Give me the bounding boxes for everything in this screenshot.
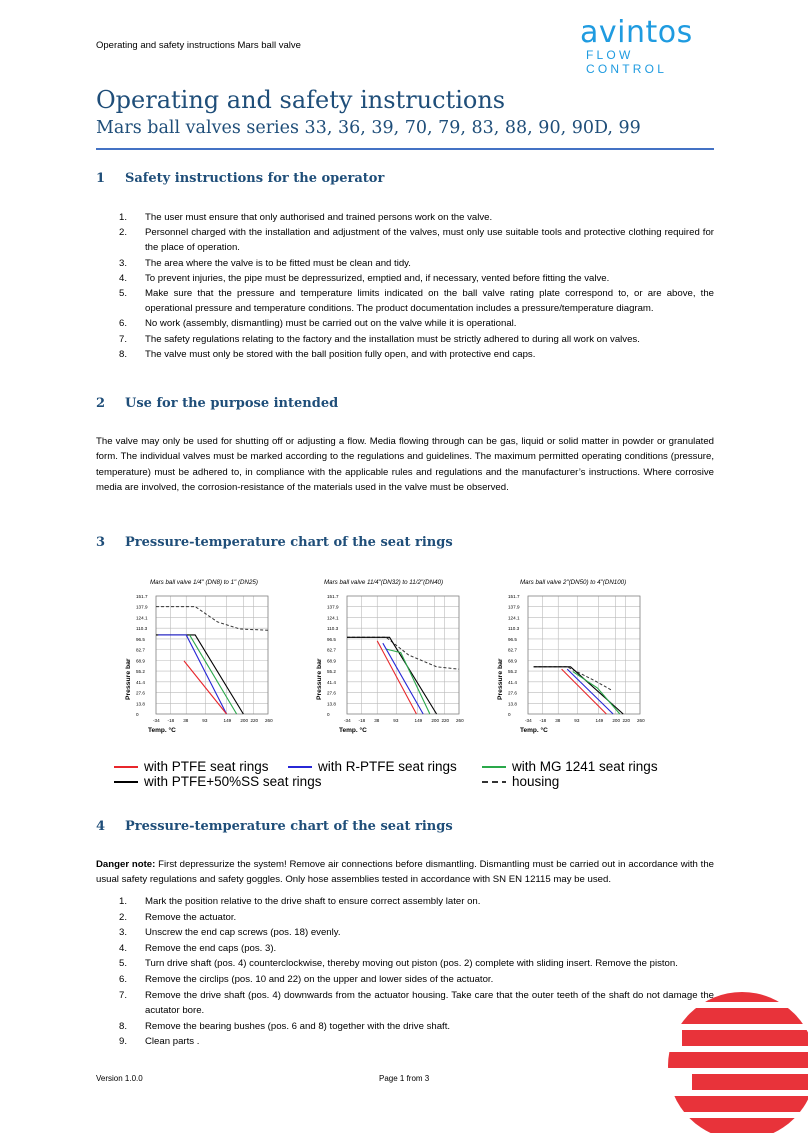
y-tick-label: 151.7: [136, 594, 148, 599]
x-tick-label: 260: [265, 718, 273, 723]
pressure-temperature-charts: [110, 576, 686, 798]
red-circle-stripes-logo: [662, 986, 808, 1133]
logo-sub: FLOW CONTROL: [586, 48, 668, 76]
danger-text: First depressurize the system! Remove air connections before dismantling. Dismantling must be carried out in accordance with the usual safety regulations and safety goggles. Only hose assemblies tested in accordance with SN EN 12115 may be used.: [96, 859, 715, 886]
section-heading-4: [96, 819, 453, 834]
list-item: 7. The safety regulations relating to the factory and the installation must be strictly adhered to during all work on valves.: [119, 333, 640, 345]
y-tick-label: 82.7: [327, 647, 336, 653]
section-number: 4: [96, 819, 106, 834]
y-tick-label: 110.3: [136, 626, 148, 632]
list-item: 6. No work (assembly, dismantling) must be carried out on the valve while it is operational.: [119, 318, 517, 330]
legend-label-housing: housing: [512, 774, 560, 789]
y-tick-label: 110.3: [508, 626, 520, 632]
x-tick-label: 149: [414, 718, 423, 723]
x-axis-label: Temp. °C: [339, 727, 367, 734]
dismantle-list: [96, 894, 714, 1050]
x-axis-label: Temp. °C: [520, 727, 548, 734]
y-tick-label: 151.7: [327, 594, 339, 599]
section-title: Safety instructions for the operator: [125, 171, 385, 186]
section-number: 1: [96, 171, 106, 186]
legend-label-rptfe: with R-PTFE seat rings: [318, 759, 457, 774]
rptfe-curve: [158, 635, 226, 714]
list-item: 8. The valve must only be stored with the ball position fully open, and with protective end caps.: [119, 348, 536, 360]
legend-label-ptfe: with PTFE seat rings: [144, 759, 269, 774]
y-tick-label: 13.8: [136, 701, 145, 707]
y-tick-label: 96.5: [508, 636, 517, 642]
legend-label-ptfe_ss: with PTFE+50%SS seat rings: [144, 774, 322, 789]
x-tick-label: 149: [223, 718, 232, 723]
list-item: 1. Mark the position relative to the drive shaft to ensure correct assembly later on.: [119, 896, 481, 907]
list-item: 9. Clean parts .: [119, 1036, 200, 1048]
y-tick-label: 151.7: [508, 594, 520, 599]
x-tick-label: -18: [167, 718, 175, 723]
list-item: 4. Remove the end caps (pos. 3).: [119, 942, 277, 954]
rptfe-curve: [567, 669, 613, 714]
x-tick-label: 93: [574, 718, 580, 723]
chart-title: Mars ball valve 11/4"(DN32) to 11/2"(DN40): [324, 579, 444, 586]
x-tick-label: -34: [525, 718, 532, 723]
housing-curve: [347, 637, 459, 669]
x-tick-label: 260: [456, 718, 464, 723]
list-item: 2. Personnel charged with the installation and adjustment of the valves, must only use suitable tools and protective clothing required for the place of operation.: [119, 227, 714, 254]
section-number: 3: [96, 535, 106, 550]
y-tick-label: 27.6: [508, 690, 517, 696]
chart-title: Mars ball valve 1/4" (DN8) to 1" (DN25): [150, 579, 258, 586]
x-tick-label: -18: [539, 718, 547, 723]
danger-label: Danger note:: [96, 859, 156, 870]
y-tick-label: 68.9: [136, 658, 145, 664]
list-item: 6. Remove the circlips (pos. 10 and 22) on the upper and lower sides of the actuator.: [119, 973, 494, 985]
header-text: Operating and safety instructions Mars ball valve: [96, 40, 301, 51]
y-tick-label: 13.8: [508, 701, 517, 707]
x-tick-label: -18: [358, 718, 366, 723]
x-tick-label: 38: [555, 718, 561, 723]
list-item: 1. The user must ensure that only authorised and trained persons work on the valve.: [119, 212, 493, 223]
y-tick-label: 0: [136, 712, 139, 717]
ptfe-ss-curve: [534, 667, 624, 714]
y-tick-label: 27.6: [136, 690, 145, 696]
y-tick-label: 27.6: [327, 690, 336, 696]
x-tick-label: 260: [637, 718, 645, 723]
page-title: Operating and safety instructions: [96, 86, 506, 114]
list-item: 3. Unscrew the end cap screws (pos. 18) evenly.: [119, 927, 341, 939]
plot-frame: [347, 596, 459, 714]
x-tick-label: 220: [250, 718, 259, 723]
mg-curve: [190, 635, 237, 714]
list-item: 4. To prevent injuries, the pipe must be depressurized, emptied and, if necessary, vented before fitting the valve.: [119, 272, 610, 284]
ptfe-ss-curve: [156, 635, 243, 714]
list-item: 5. Make sure that the pressure and temperature limits indicated on the ball valve rating plate correspond to, or are above, the operational pressure and temperature conditions. The product documentation includes a pressure/temperature diagram.: [119, 288, 714, 315]
y-tick-label: 41.4: [136, 679, 145, 685]
x-tick-label: -34: [344, 718, 351, 723]
y-axis-label: Pressure bar: [497, 658, 504, 700]
x-tick-label: 200: [612, 718, 621, 723]
danger-note: [96, 857, 714, 888]
section-heading-3: [96, 535, 453, 550]
section-title: Pressure-temperature chart of the seat rings: [125, 535, 453, 550]
section-heading-1: [96, 171, 384, 186]
y-tick-label: 68.9: [327, 658, 336, 664]
y-tick-label: 124.1: [136, 615, 148, 621]
chart-title: Mars ball valve 2"(DN50) to 4"(DN100): [520, 579, 627, 586]
list-item: 7. Remove the drive shaft (pos. 4) downwards from the actuator housing. Take care that the outer teeth of the shaft do not damage the acutator bore.: [119, 989, 714, 1017]
list-item: 8. Remove the bearing bushes (pos. 6 and 8) together with the drive shaft.: [119, 1020, 451, 1032]
safety-list: [96, 210, 714, 362]
title-rule: [96, 148, 714, 150]
use-paragraph: The valve may only be used for shutting off or adjusting a flow. Media flowing through can be gas, liquid or solid matter in powder or granulated form. The individual valves must be marked according to the regulations and guidelines. The maximum permitted operating conditions (pressure, temperature) must be adhered to, in compliance with the applicable rules and regulations and the manufacturer’s instructions. Where corrosive media are involved, the corrosion-resistance of the materials used in the valve must be observed.: [96, 436, 714, 494]
x-tick-label: 220: [622, 718, 631, 723]
y-tick-label: 68.9: [508, 658, 517, 664]
y-tick-label: 13.8: [327, 701, 336, 707]
y-axis-label: Pressure bar: [316, 658, 323, 700]
y-tick-label: 137.9: [508, 604, 520, 610]
y-tick-label: 82.7: [508, 647, 517, 653]
y-tick-label: 137.9: [136, 604, 148, 610]
x-tick-label: 220: [441, 718, 450, 723]
section-heading-2: [96, 396, 338, 411]
y-tick-label: 55.2: [508, 669, 517, 675]
page-subtitle: Mars ball valves series 33, 36, 39, 70, 79, 83, 88, 90, 90D, 99: [96, 118, 641, 138]
section-title: Use for the purpose intended: [125, 396, 339, 411]
x-axis-label: Temp. °C: [148, 727, 176, 734]
y-tick-label: 55.2: [327, 669, 336, 675]
list-item: 3. The area where the valve is to be fitted must be clean and tidy.: [119, 257, 411, 269]
y-tick-label: 0: [508, 712, 511, 717]
x-tick-label: 149: [595, 718, 604, 723]
plot-frame: [528, 596, 640, 714]
y-tick-label: 110.3: [327, 626, 339, 632]
footer-page: Page 1 from 3: [379, 1074, 430, 1083]
ptfe-ss-curve: [347, 637, 437, 714]
x-tick-label: 93: [393, 718, 399, 723]
list-item: 2. Remove the actuator.: [119, 911, 237, 923]
y-tick-label: 55.2: [136, 669, 145, 675]
y-tick-label: 41.4: [327, 679, 336, 685]
x-tick-label: -34: [153, 718, 160, 723]
list-item: 5. Turn drive shaft (pos. 4) counterclockwise, thereby moving out piston (pos. 2) complete with sliding insert. Remove the piston.: [119, 958, 678, 970]
avintos-logo: [580, 15, 712, 76]
footer-version: Version 1.0.0: [96, 1074, 143, 1083]
ptfe-curve: [562, 669, 607, 714]
x-tick-label: 93: [202, 718, 208, 723]
y-tick-label: 0: [327, 712, 330, 717]
y-tick-label: 96.5: [327, 636, 336, 642]
y-tick-label: 124.1: [508, 615, 520, 621]
section-title: Pressure-temperature chart of the seat rings: [125, 819, 453, 834]
housing-curve: [156, 607, 268, 631]
y-tick-label: 137.9: [327, 604, 339, 610]
x-tick-label: 38: [374, 718, 380, 723]
y-tick-label: 96.5: [136, 636, 145, 642]
section-number: 2: [96, 396, 106, 411]
y-tick-label: 41.4: [508, 679, 517, 685]
housing-curve: [534, 667, 612, 691]
y-tick-label: 124.1: [327, 615, 339, 621]
legend-label-mg: with MG 1241 seat rings: [512, 759, 658, 774]
x-tick-label: 200: [240, 718, 249, 723]
y-axis-label: Pressure bar: [125, 658, 132, 700]
x-tick-label: 200: [431, 718, 440, 723]
logo-word: avintos: [580, 15, 693, 50]
x-tick-label: 38: [183, 718, 189, 723]
y-tick-label: 82.7: [136, 647, 145, 653]
